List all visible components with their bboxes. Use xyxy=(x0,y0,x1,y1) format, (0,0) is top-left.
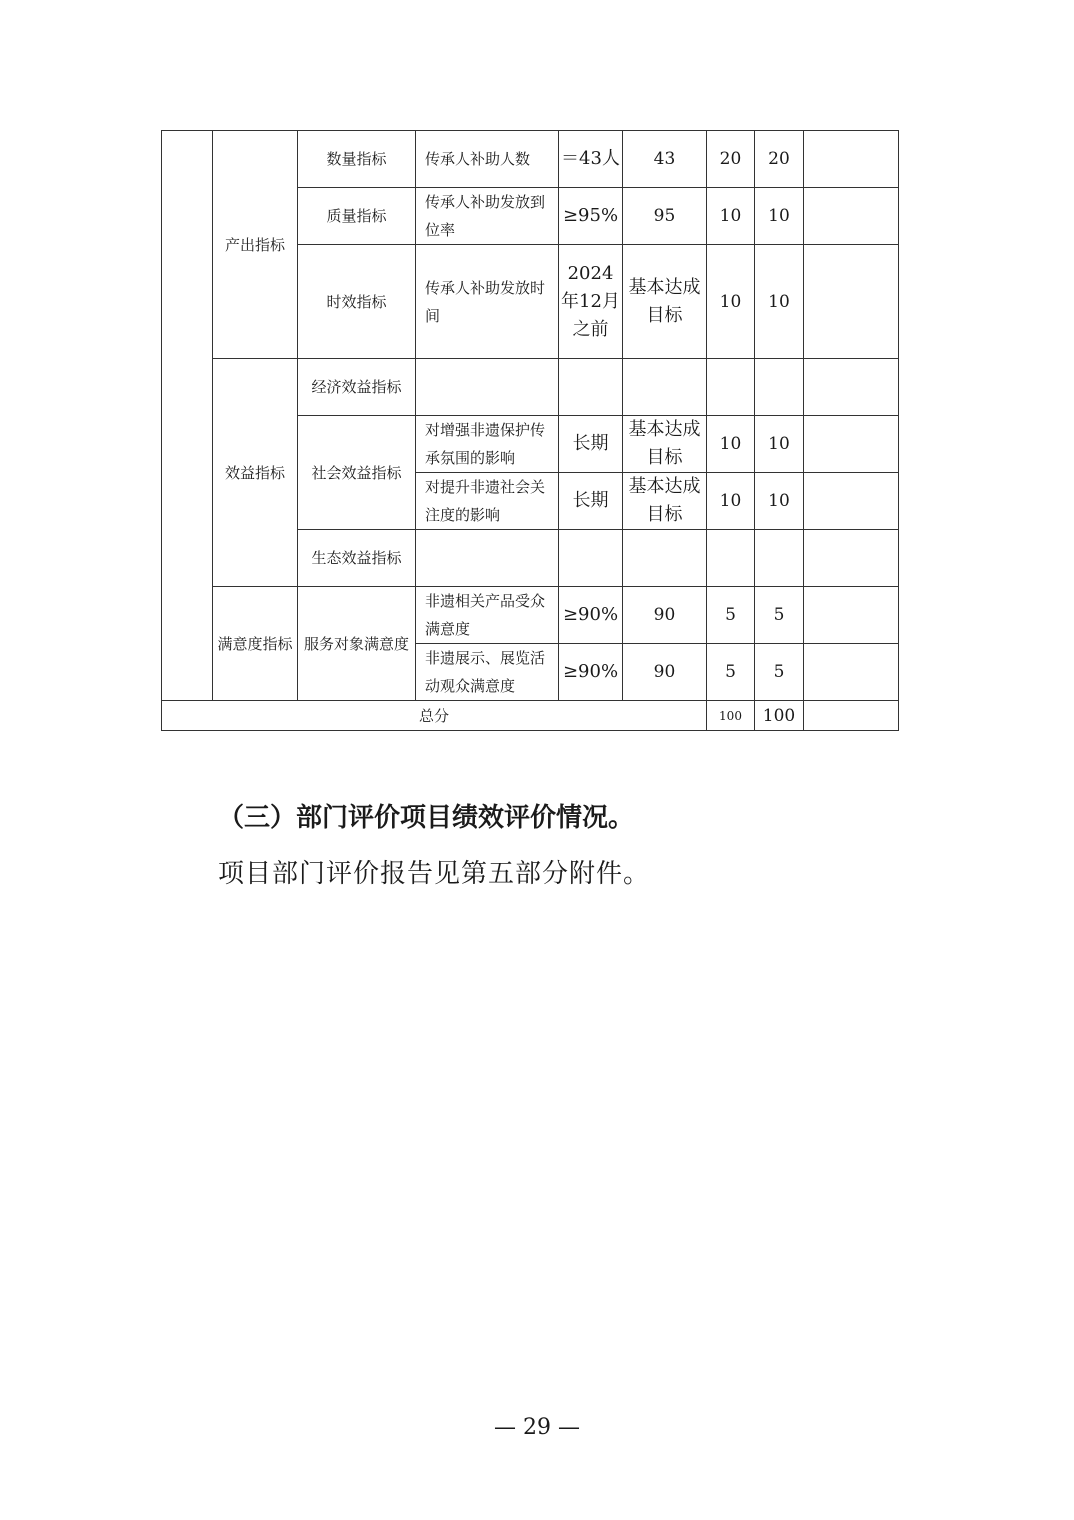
remark-cell xyxy=(804,473,899,530)
score-cell: 10 xyxy=(755,188,804,245)
target-cell: 长期 xyxy=(559,473,623,530)
score-cell: 5 xyxy=(755,587,804,644)
total-weight: 100 xyxy=(707,701,755,731)
total-remark xyxy=(804,701,899,731)
actual-cell xyxy=(623,530,707,587)
remark-cell xyxy=(804,359,899,416)
subcategory-economic: 经济效益指标 xyxy=(298,359,416,416)
score-cell: 20 xyxy=(755,131,804,188)
subcategory-ecological: 生态效益指标 xyxy=(298,530,416,587)
score-cell: 10 xyxy=(755,473,804,530)
section-heading: （三）部门评价项目绩效评价情况。 xyxy=(218,803,635,833)
category-output: 产出指标 xyxy=(213,131,298,359)
score-cell xyxy=(755,359,804,416)
indicator-cell: 传承人补助发放到位率 xyxy=(416,188,559,245)
subcategory-timeliness: 时效指标 xyxy=(298,245,416,359)
indicator-cell: 非遗展示、展览活动观众满意度 xyxy=(416,644,559,701)
score-cell: 10 xyxy=(755,416,804,473)
score-cell xyxy=(755,530,804,587)
total-row xyxy=(162,701,899,731)
remark-cell xyxy=(804,587,899,644)
remark-cell xyxy=(804,245,899,359)
actual-cell: 43 xyxy=(623,131,707,188)
subcategory-quality: 质量指标 xyxy=(298,188,416,245)
score-cell: 10 xyxy=(755,245,804,359)
target-cell: ≥95% xyxy=(559,188,623,245)
weight-cell: 10 xyxy=(707,473,755,530)
target-cell: 长期 xyxy=(559,416,623,473)
subcategory-quantity: 数量指标 xyxy=(298,131,416,188)
category-satisfaction: 满意度指标 xyxy=(213,587,298,701)
score-cell: 5 xyxy=(755,644,804,701)
weight-cell xyxy=(707,530,755,587)
target-cell xyxy=(559,359,623,416)
target-cell: ≥90% xyxy=(559,644,623,701)
indicator-cell: 对提升非遗社会关注度的影响 xyxy=(416,473,559,530)
indicator-cell: 对增强非遗保护传承氛围的影响 xyxy=(416,416,559,473)
remark-cell xyxy=(804,644,899,701)
remark-cell xyxy=(804,131,899,188)
weight-cell: 10 xyxy=(707,416,755,473)
weight-cell: 5 xyxy=(707,587,755,644)
page-number: — 29 — xyxy=(494,1415,580,1440)
table-row xyxy=(162,359,899,416)
actual-cell xyxy=(623,359,707,416)
indicator-cell xyxy=(416,530,559,587)
performance-table xyxy=(161,130,899,731)
total-label: 总分 xyxy=(162,701,707,731)
remark-cell xyxy=(804,188,899,245)
remark-cell xyxy=(804,530,899,587)
target-cell: ≥90% xyxy=(559,587,623,644)
indicator-cell: 传承人补助人数 xyxy=(416,131,559,188)
indicator-cell: 传承人补助发放时间 xyxy=(416,245,559,359)
subcategory-service: 服务对象满意度 xyxy=(298,587,416,701)
weight-cell: 10 xyxy=(707,188,755,245)
actual-cell: 基本达成目标 xyxy=(623,416,707,473)
target-cell: ＝43人 xyxy=(559,131,623,188)
category-benefit: 效益指标 xyxy=(213,359,298,587)
weight-cell xyxy=(707,359,755,416)
target-cell xyxy=(559,530,623,587)
actual-cell: 95 xyxy=(623,188,707,245)
actual-cell: 90 xyxy=(623,587,707,644)
subcategory-social: 社会效益指标 xyxy=(298,416,416,530)
level1-category-cell xyxy=(162,131,213,701)
target-cell: 2024年12月之前 xyxy=(559,245,623,359)
actual-cell: 基本达成目标 xyxy=(623,245,707,359)
table-row xyxy=(162,587,899,644)
section-body: 项目部门评价报告见第五部分附件。 xyxy=(218,859,651,889)
indicator-cell xyxy=(416,359,559,416)
weight-cell: 10 xyxy=(707,245,755,359)
table-row xyxy=(162,131,899,188)
actual-cell: 基本达成目标 xyxy=(623,473,707,530)
weight-cell: 5 xyxy=(707,644,755,701)
actual-cell: 90 xyxy=(623,644,707,701)
total-score: 100 xyxy=(755,701,804,731)
remark-cell xyxy=(804,416,899,473)
indicator-cell: 非遗相关产品受众满意度 xyxy=(416,587,559,644)
weight-cell: 20 xyxy=(707,131,755,188)
